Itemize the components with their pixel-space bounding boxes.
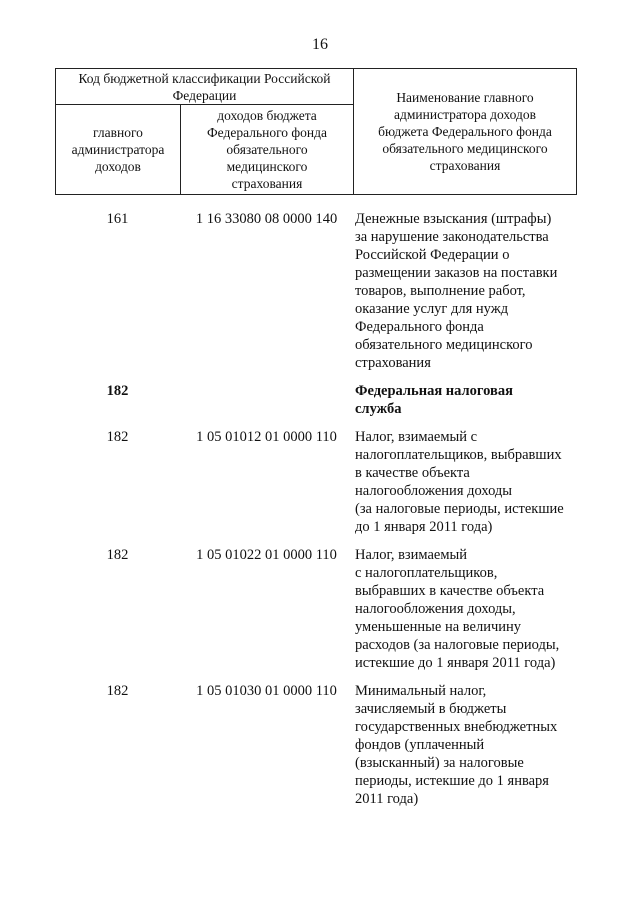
page-number: 16: [312, 36, 328, 53]
header-group-title: Код бюджетной классификации Российской Федерации: [56, 69, 354, 105]
revenue-code: 1 16 33080 08 0000 140: [195, 211, 338, 227]
table-header: [55, 68, 577, 195]
header-name-column: Наименование главного администратора доходов бюджета Федерального фонда обязательного медицинского страхования: [354, 69, 577, 195]
revenue-name: Минимальный налог, зачисляемый в бюджеты государственных внебюджетных фондов (уплаченный (взысканный) за налоговые периоды, истекшие до 1 января 2011 года): [355, 683, 558, 807]
table-row: [55, 682, 576, 818]
table-row: [55, 546, 576, 682]
revenue-name: Налог, взимаемый с налогоплательщиков, выбравших в качестве объекта налогообложения доходы (за налоговые периоды, истекшие до 1 января 2011 года): [355, 429, 564, 535]
revenue-code: 1 05 01030 01 0000 110: [196, 683, 337, 699]
admin-code: 182: [106, 547, 129, 563]
revenue-code: 1 05 01022 01 0000 110: [196, 547, 337, 563]
admin-code: 182: [106, 383, 129, 399]
admin-code: 161: [106, 211, 129, 227]
header-admin-column: главного администратора доходов: [56, 105, 181, 195]
admin-name: Федеральная налоговая служба: [355, 383, 513, 417]
header-revenue-column: доходов бюджета Федерального фонда обязательного медицинского страхования: [181, 105, 354, 195]
revenue-name: Налог, взимаемый с налогоплательщиков, выбравших в качестве объекта налогообложения доходы, уменьшенные на величину расходов (за налоговые периоды, истекшие до 1 января 2011 года): [355, 547, 560, 671]
table-row: [55, 428, 576, 546]
revenue-name: Денежные взыскания (штрафы) за нарушение законодательства Российской Федерации о размещении заказов на поставки товаров, выполнение работ, оказание услуг для нужд Федерального фонда обязательного медицинского страхования: [355, 211, 558, 371]
table-row: [55, 210, 576, 382]
table-row: [55, 382, 576, 428]
table-body: [55, 210, 576, 818]
revenue-code: 1 05 01012 01 0000 110: [196, 429, 337, 445]
admin-code: 182: [106, 683, 129, 699]
admin-code: 182: [106, 429, 129, 445]
revenue-code: [180, 382, 353, 428]
